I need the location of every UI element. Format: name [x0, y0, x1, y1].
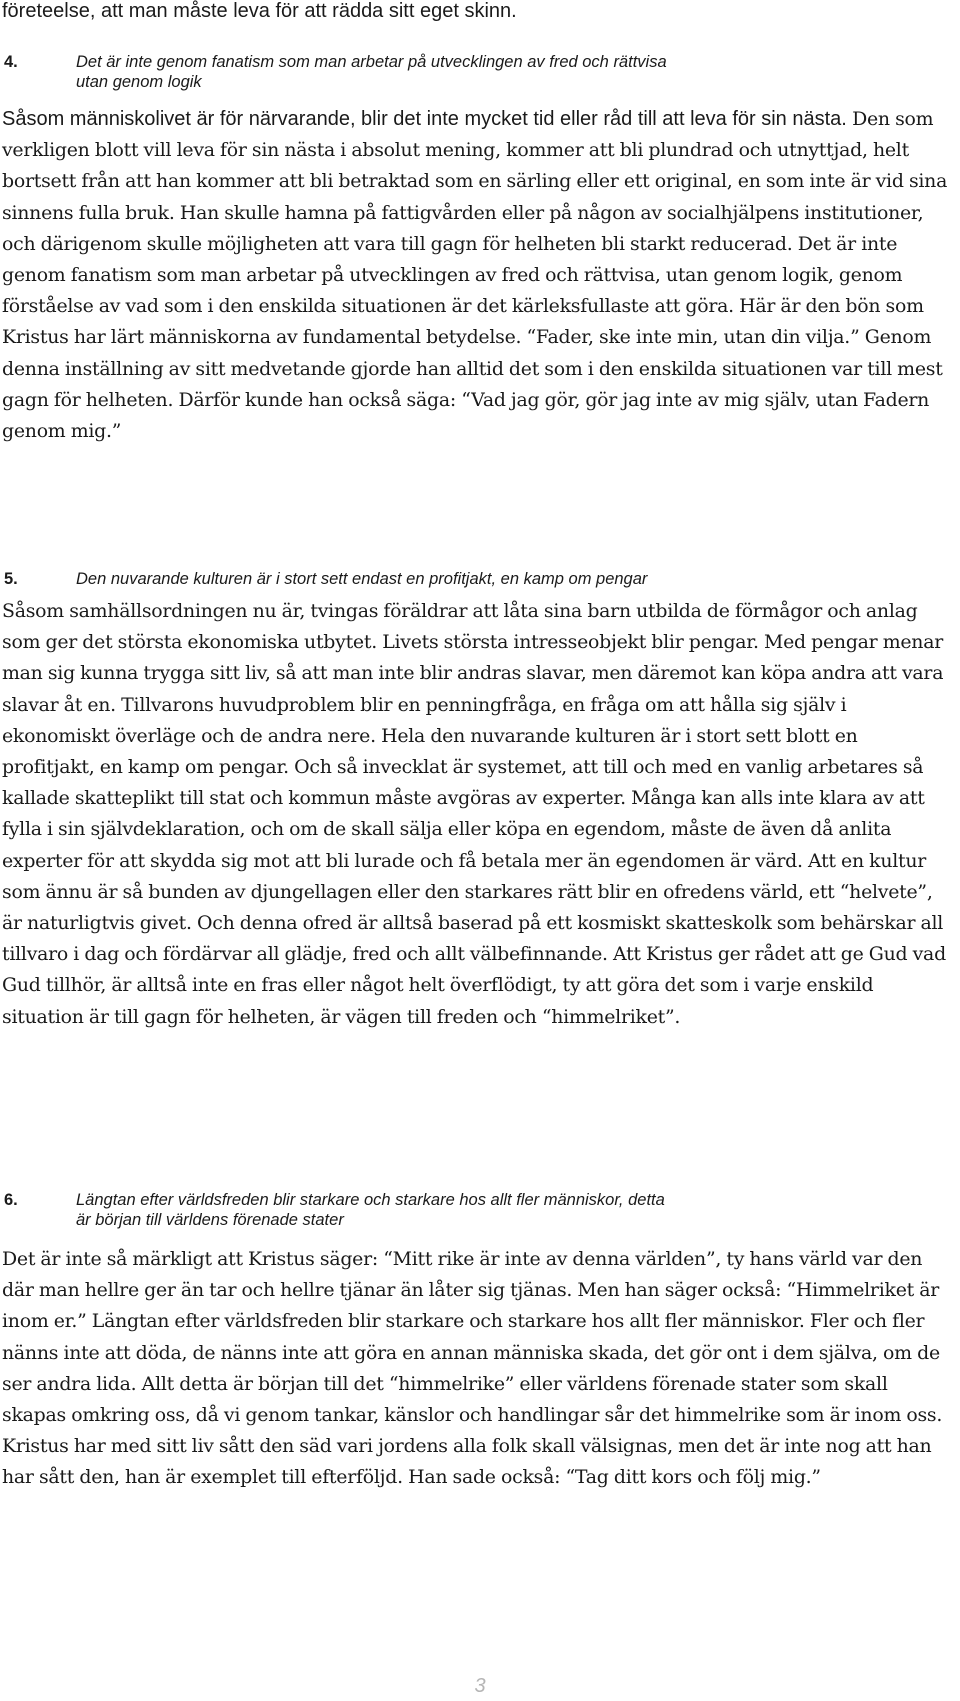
- section-4-body: [2, 104, 954, 447]
- section-6-body: Det är inte så märkligt att Kristus säger: “Mitt rike är inte av denna världen”, ty hans värld var den där man hellre ger än tar och hellre tjänar än låter sig tjänas. Men han säger också: “Himmelriket är inom er.” Längtan efter världsfreden blir starkare och starkare hos allt fler människor. Fler och fler nänns inte att döda, de nänns inte att göra en annan människa skada, det gör ont i dem själva, om de ser andra lida. Allt detta är början till det “himmelrike” eller världens förenade stater som skall skapas omkring oss, då vi genom tankar, känslor och handlingar sår det himmelrike som är inom oss. Kristus har med sitt liv sått den säd vari jordens alla folk skall välsignas, men det är inte nog att han har sått den, han är exemplet till efterföljd. Han sade också: “Tag ditt kors och följ mig.”: [2, 1248, 943, 1489]
- section-4-body-opening: Såsom människolivet är för närvarande, blir det inte mycket tid eller råd till att leva för sin nästa.: [2, 108, 847, 130]
- page-number: 3: [474, 1675, 486, 1697]
- section-4-number: 4.: [4, 53, 18, 71]
- section-5-heading: [4, 569, 876, 589]
- section-6-heading: [4, 1190, 676, 1230]
- lead-text-fragment: företeelse, att man måste leva för att rädda sitt eget skinn.: [2, 0, 517, 22]
- section-5-title: Den nuvarande kulturen är i stort sett endast en profitjakt, en kamp om pengar: [76, 570, 648, 588]
- section-4-body-text: Den som verkligen blott vill leva för sin nästa i absolut mening, kommer att bli plundrad och utnyttjad, helt bortsett från att han kommer att bli betraktad som en särling eller ett original, en som inte är vid sina sinnens fulla bruk. Han skulle hamna på fattigvården eller på någon av socialhjälpens institutioner, och därigenom skulle möjligheten att vara till gagn för helheten bli starkt reducerad. Det är inte genom fanatism som man arbetar på utvecklingen av fred och rättvisa, utan genom logik, genom förståelse av vad som i den enskilda situationen är det kärleksfullaste att göra. Här är den bön som Kristus har lärt människorna av fundamental betydelse. “Fader, ske inte min, utan din vilja.” Genom denna inställning av sitt medvetande gjorde han alltid det som i den enskilda situationen var till mest gagn för helheten. Därför kunde han också säga: “Vad jag gör, gör jag inte av mig själv, utan Fadern genom mig.”: [2, 108, 948, 443]
- section-6-number: 6.: [4, 1191, 18, 1209]
- section-4-heading: [4, 52, 676, 92]
- section-6-title: Längtan efter världsfreden blir starkare och starkare hos allt fler människor, detta är början till världens förenade stater: [76, 1191, 665, 1229]
- section-5-number: 5.: [4, 570, 18, 588]
- section-4-title: Det är inte genom fanatism som man arbetar på utvecklingen av fred och rättvisa utan genom logik: [76, 53, 667, 91]
- section-5-body: Såsom samhällsordningen nu är, tvingas föräldrar att låta sina barn utbilda de förmågor och anlag som ger det största ekonomiska utbytet. Livets största intresseobjekt blir pengar. Med pengar menar man sig kunna trygga sitt liv, så att man inte blir andras slavar, men däremot kan köpa andra att vara slavar åt en. Tillvarons huvudproblem blir en penningfråga, en fråga om att hålla sig själv i ekonomiskt överläge och de andra nere. Hela den nuvarande kulturen är i stort sett blott en profitjakt, en kamp om pengar. Och så invecklat är systemet, att till och med en vanlig arbetares så kallade skatteplikt till stat och kommun måste avgöras av experter. Många kan alls inte klara av att fylla i sin självdeklaration, och om de skall sälja eller köpa en egendom, måste de även då anlita experter för att skydda sig mot att bli lurade och få betala mer än egendomen är värd. Att en kultur som ännu är så bunden av djungellagen eller den starkares rätt blir en ofredens värld, ett “helvete”, är naturligtvis givet. Och denna ofred är alltså baserad på ett kosmiskt skatteskolk som behärskar all tillvaro i dag och fördärvar all glädje, fred och allt välbefinnande. Att Kristus ger rådet att ge Gud vad Gud tillhör, är alltså inte en fras eller något helt överflödigt, ty att göra det som i varje enskild situation är till gagn för helheten, är vägen till freden och “himmelriket”.: [2, 600, 946, 1028]
